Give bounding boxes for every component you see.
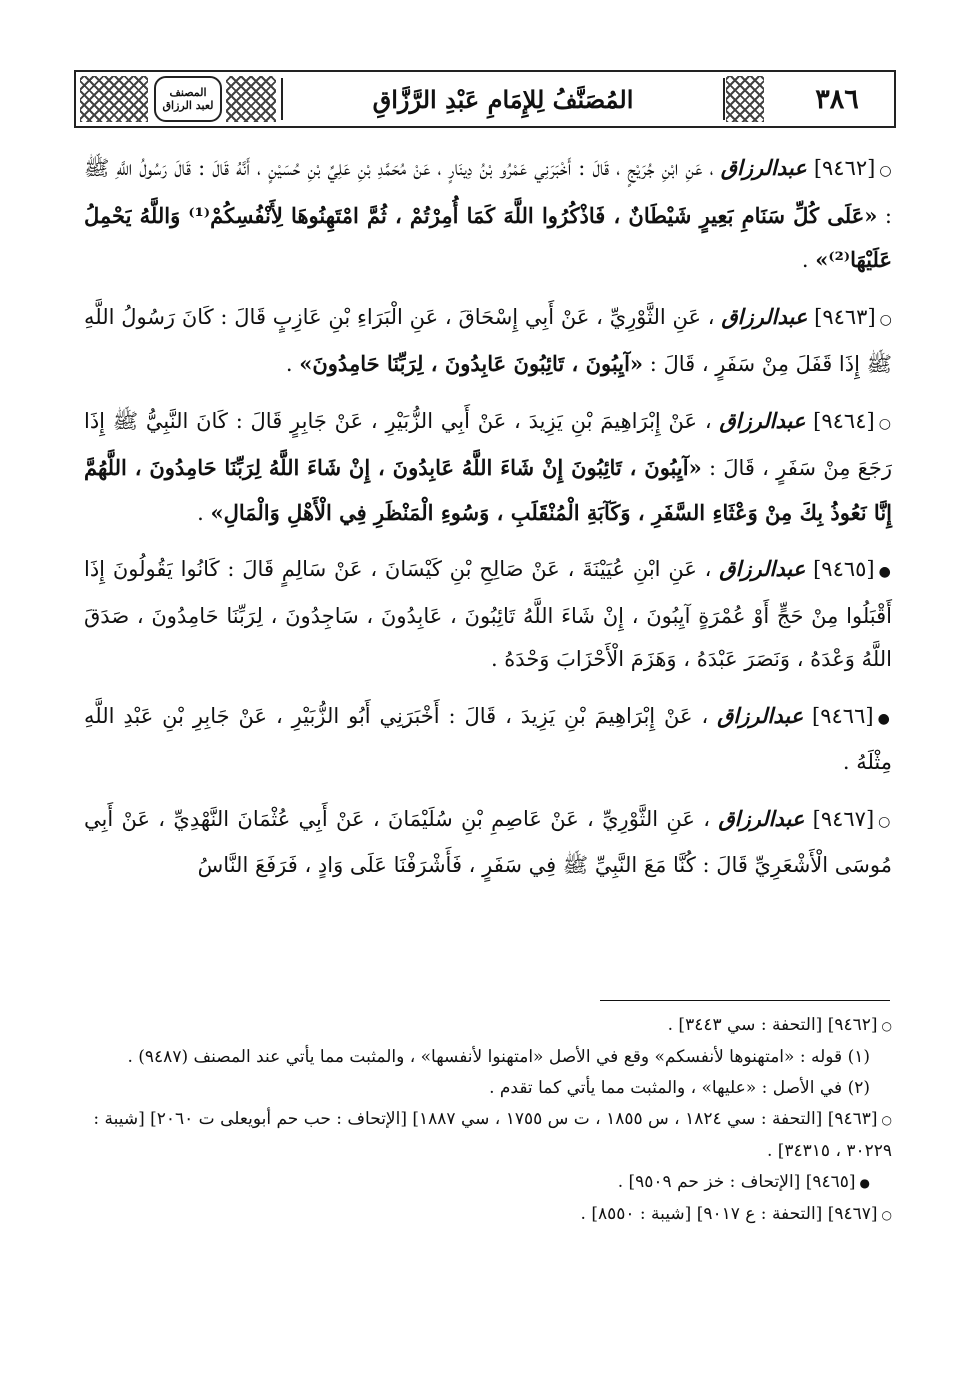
author-name: عبدالرزاق (721, 303, 808, 329)
hadith-entry (84, 146, 892, 283)
hadith-quote: «آيِبُونَ ، تَائِبُونَ عَابِدُونَ ، لِرَبِّنَا حَامِدُونَ» (299, 351, 644, 376)
footnote (84, 1104, 892, 1167)
page-header (74, 70, 896, 128)
hadith-entry (84, 547, 892, 682)
footnote (84, 1167, 892, 1199)
footnote (84, 1199, 892, 1231)
footnote (84, 1010, 892, 1042)
hadith-text: ، عَنِ الثَّوْرِيِّ ، عَنْ عَاصِمِ بْنِ سُلَيْمَانَ ، عَنْ أَبِي عُثْمَانَ النَّهْدِيِّ ، عَنْ أَبِي مُوسَى الْأَشْعَرِيِّ قَالَ : كُنَّا مَعَ النَّبِيِّ ﷺ فِي سَفَرٍ ، فَأَشْرَفْنَا عَلَى وَادٍ ، فَرَفَعَ النَّاسُ (84, 806, 892, 877)
main-text (84, 146, 892, 900)
hadith-text: ، عَنِ الثَّوْرِيِّ ، عَنْ أَبِي إِسْحَاقَ ، عَنِ الْبَرَاءِ بْنِ عَازِبٍ قَالَ : كَانَ رَسُولُ اللَّهِ ﷺ إِذَا قَفَلَ مِنْ سَفَرٍ ، قَالَ : (84, 304, 892, 376)
entry-marker: ● (877, 710, 892, 727)
hadith-number: [٩٤٦٣] (814, 304, 876, 329)
hadith-number: [٩٤٦٧] (812, 806, 875, 831)
hadith-number: [٩٤٦٤] (813, 408, 875, 433)
footnote-text: [٩٤٦٥] [الإتحاف : خز حم ٩٥٠٩] . (617, 1172, 856, 1192)
seal-line: لعبد الرزاق (162, 99, 214, 112)
footnote-text: [٩٤٦٢] [التحفة : سي ٣٤٤٣] . (667, 1015, 878, 1035)
author-name: عبدالرزاق (718, 805, 805, 831)
running-title: المُصَنَّفُ لِلإِمَامِ عَبْدِ الرَّزَّاقِ (281, 78, 725, 120)
hadith-text: ، عَنْ إِبْرَاهِيمَ بْنِ يَزِيدَ ، عَنْ أَبِي الزُّبَيْرِ ، عَنْ جَابِرٍ قَالَ : كَانَ النَّبِيُّ ﷺ إِذَا رَجَعَ مِنْ سَفَرٍ ، قَالَ : (84, 408, 892, 480)
header-ornament (80, 76, 148, 122)
hadith-quote: «آيِبُونَ ، تَائِبُونَ إِنْ شَاءَ اللَّهُ عَابِدُونَ ، إِنْ شَاءَ اللَّهُ لِرَبِّنَا حَامِدُونَ ، اللَّهُمَّ إِنَّا نَعُوذُ بِكَ مِنْ وَعْثَاءِ السَّفَرِ ، وَكَآبَةِ الْمُنْقَلَبِ ، وَسُوءِ الْمَنْظَرِ فِي الْأَهْلِ وَالْمَالِ» (84, 455, 892, 525)
hadith-quote: «عَلَى كُلِّ سَنَامِ بَعِيرٍ شَيْطَانٌ ، فَاذْكُرُوا اللَّهَ كَمَا أُمِرْتُمْ ، ثُمَّ امْتَهِنُوهَا لِأَنْفُسِكُمْ⁽¹⁾ وَاللَّهُ يَحْمِلُ عَلَيْهَا⁽²⁾» (84, 202, 892, 272)
hadith-entry (84, 694, 892, 785)
footnote-text: (١) قوله : «امتهنوها لأنفسكم» وقع في الأصل «امتهنوا لأنفسها» ، والمثبت مما يأتي عند المصنف (٩٤٨٧) . (127, 1047, 870, 1067)
hadith-entry (84, 295, 892, 387)
hadith-number: [٩٤٦٦] (812, 703, 874, 728)
author-name: عبدالرزاق (717, 702, 804, 728)
footnote (84, 1073, 892, 1104)
footnotes (84, 1010, 892, 1231)
hadith-end: . (285, 352, 293, 376)
hadith-text: ، عَنْ إِبْرَاهِيمَ بْنِ يَزِيدَ ، قَالَ : أَخْبَرَنِي أَبُو الزُّبَيْرِ ، عَنْ جَابِرِ بْنِ عَبْدِ اللَّهِ مِثْلَهُ . (84, 703, 892, 774)
author-name: عبدالرزاق (719, 556, 806, 581)
page-number: ٣٨٦ (815, 83, 859, 115)
entry-marker: ○ (878, 415, 893, 432)
entry-marker: ○ (879, 163, 892, 179)
entry-marker: ● (878, 564, 892, 580)
hadith-end: . (801, 248, 809, 272)
hadith-entry (84, 797, 892, 888)
footnote-marker: ○ (881, 1208, 892, 1222)
footnote-text: [٩٤٦٧] [التحفة : ع ٩٠١٧] [شيبة : ٨٥٥٠] . (580, 1204, 878, 1224)
footnote-marker: ○ (881, 1113, 892, 1127)
book-seal (154, 76, 222, 122)
footnote (84, 1042, 892, 1073)
author-name: عبدالرزاق (720, 155, 807, 180)
footnote-text: [٩٤٦٣] [التحفة : سي ١٨٢٤ ، س ١٨٥٥ ، ت س ١٧٥٥ ، سي ١٨٨٧] [الإتحاف : حب حم أبويعلى ت ٢٠٦٠] [شيبة : ٣٠٢٢٩ ، ٣٤٣١٥] . (93, 1109, 892, 1161)
header-ornament (226, 76, 276, 122)
author-name: عبدالرزاق (719, 407, 806, 433)
entry-marker: ○ (879, 311, 892, 328)
hadith-end: . (197, 500, 204, 525)
hadith-number: [٩٤٦٢] (813, 156, 876, 180)
footnote-marker: ○ (881, 1019, 892, 1033)
hadith-number: [٩٤٦٥] (813, 557, 875, 581)
hadith-text: ، عَنِ ابْنِ جُرَيْجٍ ، قَالَ : أَخْبَرَنِي عَمْرُو بْنُ دِينَارٍ ، عَنْ مُحَمَّدِ بْنِ عَلِيِّ بْنِ حُسَيْنٍ ، أَنَّهُ قَالَ : قَالَ رَسُولُ اللَّهِ ﷺ : (84, 156, 892, 228)
seal-line: المصنف (169, 86, 207, 99)
footnote-marker: ● (859, 1176, 870, 1190)
header-ornament (726, 76, 764, 122)
hadith-text: ، عَنِ ابْنِ عُيَيْنَةَ ، عَنْ صَالِحِ بْنِ كَيْسَانَ ، عَنْ سَالِمٍ قَالَ : كَانُوا يَقُولُونَ إِذَا أَقْبَلُوا مِنْ حَجٍّ أَوْ عُمْرَةٍ آيِبُونَ ، إِنْ شَاءَ اللَّهُ تَائِبُونَ ، عَابِدُونَ ، سَاجِدُونَ ، لِرَبِّنَا حَامِدُونَ ، صَدَقَ اللَّهُ وَعْدَهُ ، وَنَصَرَ عَبْدَهُ ، وَهَزَمَ الْأَحْزَابَ وَحْدَهُ . (84, 557, 892, 671)
footnote-separator (600, 1000, 890, 1001)
hadith-entry (84, 399, 892, 536)
footnote-text: (٢) في الأصل : «عليها» ، والمثبت مما يأتي كما تقدم . (489, 1078, 870, 1098)
entry-marker: ○ (878, 813, 892, 830)
